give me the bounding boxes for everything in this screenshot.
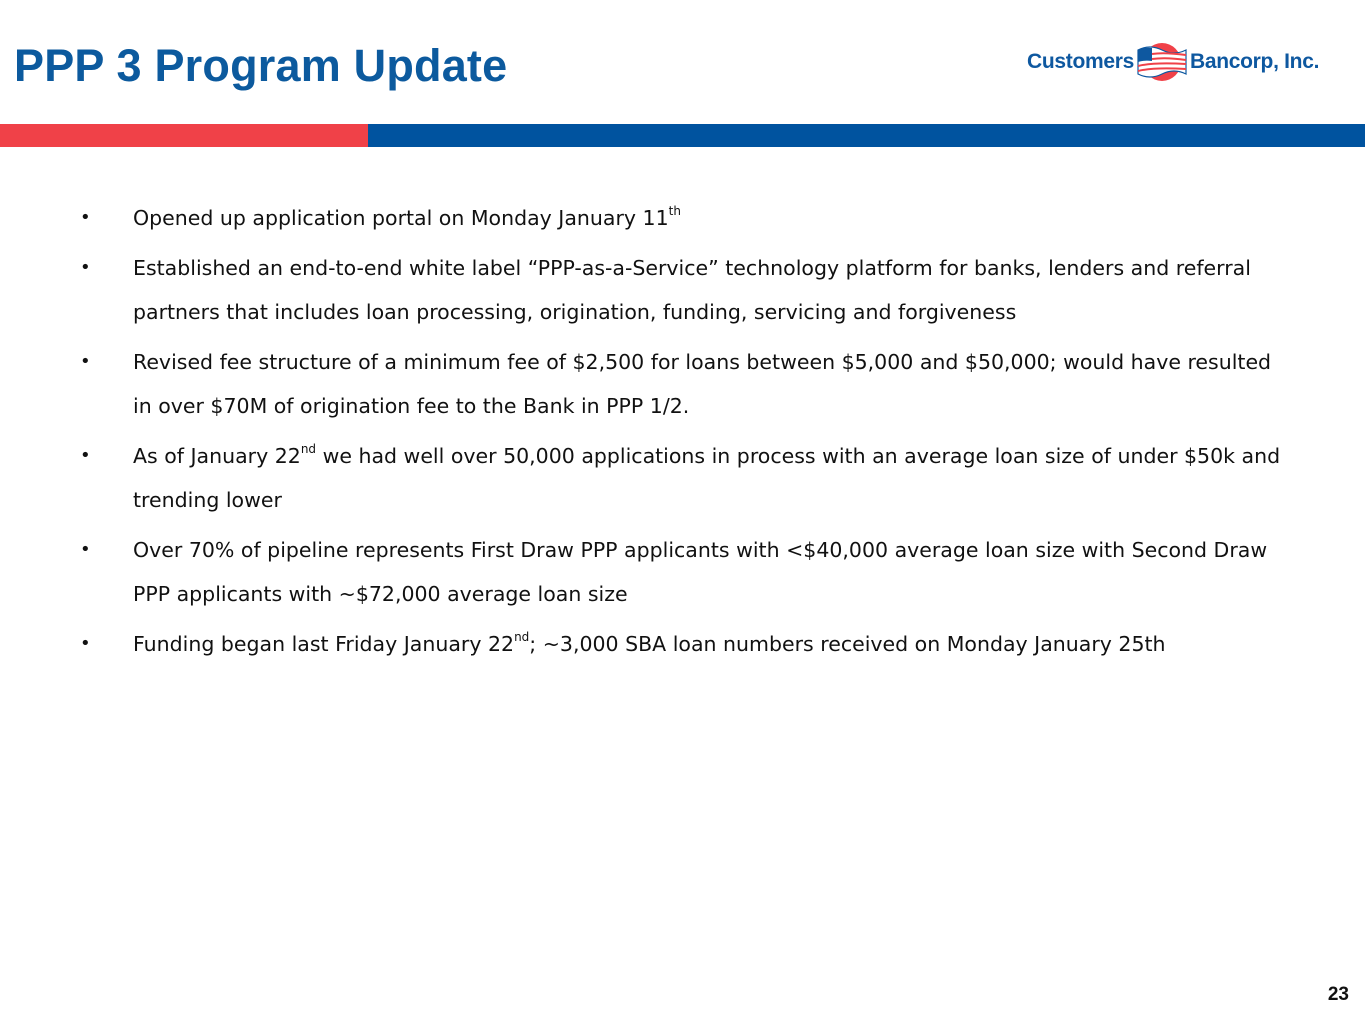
bullet-text: Opened up application portal on Monday January 11 xyxy=(133,206,669,230)
bullet-dot: • xyxy=(80,538,91,560)
bullet-item xyxy=(0,434,1283,523)
bullet-text: Over 70% of pipeline represents First Draw PPP applicants with <$40,000 average loan size with Second Draw PPP applicants with ~$72,000 average loan size xyxy=(133,537,1268,606)
bullet-text: As of January 22 xyxy=(133,443,301,468)
bullet-superscript: nd xyxy=(514,629,530,644)
bullet-dot: • xyxy=(80,350,91,372)
bullet-text-continued: ; ~3,000 SBA loan numbers received on Monday January 25th xyxy=(529,631,1166,656)
bullet-text: Established an end-to-end white label “PPP-as-a-Service” technology platform for banks, lenders and referral partners that includes loan processing, origination, funding, servicing and forgiveness xyxy=(133,255,1251,324)
header-band-red xyxy=(0,124,368,147)
bullet-item xyxy=(0,246,1283,335)
bullet-text: Revised fee structure of a minimum fee of $2,500 for loans between $5,000 and $50,000; would have resulted in over $70M of origination fee to the Bank in PPP 1/2. xyxy=(133,349,1272,418)
bullet-item xyxy=(0,340,1283,429)
logo-text-right: Bancorp, Inc. xyxy=(1190,50,1320,73)
flag-icon xyxy=(1134,40,1188,84)
page-title: PPP 3 Program Update xyxy=(14,40,508,91)
logo-text-left: Customers xyxy=(1027,50,1134,73)
bullet-superscript: th xyxy=(668,204,681,219)
bullet-item xyxy=(0,622,1283,667)
bullet-dot: • xyxy=(80,444,91,466)
bullet-text-continued: we had well over 50,000 applications in process with an average loan size of under $50k and trending lower xyxy=(133,443,1281,512)
bullet-item xyxy=(0,528,1283,617)
page-number: 23 xyxy=(1327,984,1349,1005)
bullet-dot: • xyxy=(80,256,91,278)
bullet-superscript: nd xyxy=(300,441,317,456)
bullet-text: Funding began last Friday January 22 xyxy=(133,631,515,656)
header-band-blue xyxy=(368,124,1365,147)
bullet-list xyxy=(0,196,1365,671)
company-logo xyxy=(1027,38,1319,86)
bullet-dot: • xyxy=(80,207,91,228)
bullet-item xyxy=(0,196,1283,241)
bullet-dot: • xyxy=(80,632,91,654)
